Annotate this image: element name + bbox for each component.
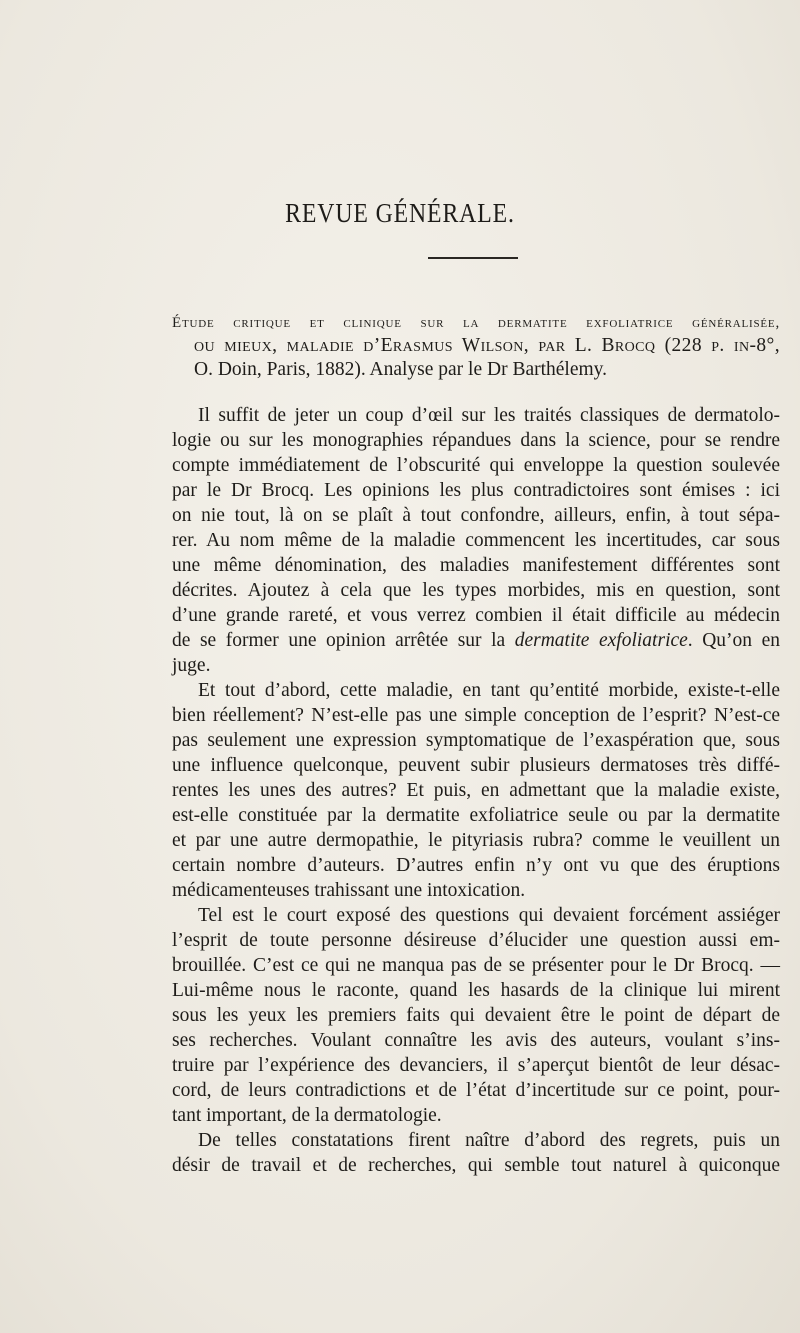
body-line: médicamenteuses trahissant une intoxication. — [172, 880, 526, 901]
body-line: d’une grande rareté, et vous verrez combien il était difficile au médecin — [172, 605, 780, 626]
body-line: bien réellement? N’est-elle pas une simple conception de l’esprit? N’est-ce — [172, 705, 780, 726]
page-title: REVUE GÉNÉRALE. — [285, 198, 515, 228]
body-line: une influence quelconque, peuvent subir plusieurs dermatoses très diffé- — [172, 755, 780, 776]
body-line: est-elle constituée par la dermatite exfoliatrice seule ou par la dermatite — [172, 805, 780, 826]
body-line: par le Dr Brocq. Les opinions les plus contradictoires sont émises : ici — [172, 480, 780, 501]
body-line: rer. Au nom même de la maladie commencent les incertitudes, car sous — [172, 530, 780, 551]
body-line: pas seulement une expression symptomatique de l’exaspération que, sous — [172, 730, 780, 751]
body-line: décrites. Ajoutez à cela que les types morbides, mis en question, sont — [172, 580, 780, 601]
body-line: rentes les unes des autres? Et puis, en admettant que la maladie existe, — [172, 780, 780, 801]
body-line: Et tout d’abord, cette maladie, en tant qu’entité morbide, existe-t-elle — [198, 680, 780, 701]
body-line: de se former une opinion arrêtée sur la dermatite exfoliatrice. Qu’on en — [172, 630, 780, 651]
body-line: De telles constatations firent naître d’abord des regrets, puis un — [198, 1130, 780, 1151]
body-line: compte immédiatement de l’obscurité qui enveloppe la question soulevée — [172, 455, 780, 476]
body-line: tant important, de la dermatologie. — [172, 1105, 442, 1126]
body-line: Tel est le court exposé des questions qui devaient forcément assiéger — [198, 905, 780, 926]
body-line: Il suffit de jeter un coup d’œil sur les traités classiques de dermatolo- — [198, 405, 780, 426]
review-header-line-1: Étude critique et clinique sur la dermatite exfoliatrice généralisée, — [172, 315, 780, 331]
body-line: sous les yeux les premiers faits qui devaient être le point de départ de — [172, 1005, 780, 1026]
body-line: ses recherches. Voulant connaître les avis des auteurs, voulant s’ins- — [172, 1030, 780, 1051]
review-header-line-3: O. Doin, Paris, 1882). Analyse par le Dr Barthélemy. — [194, 359, 608, 380]
body-line: brouillée. C’est ce qui ne manqua pas de se présenter pour le Dr Brocq. — — [172, 955, 780, 976]
italic-term: dermatite exfoliatrice — [514, 630, 688, 651]
body-line: et par une autre dermopathie, le pityriasis rubra? comme le veuillent un — [172, 830, 780, 851]
body-line: juge. — [172, 655, 211, 676]
body-line: truire par l’expérience des devanciers, il s’aperçut bientôt de leur désac- — [172, 1055, 780, 1076]
body-line: cord, de leurs contradictions et de l’état d’incertitude sur ce point, pour- — [172, 1080, 780, 1101]
body-line: désir de travail et de recherches, qui semble tout naturel à quiconque — [172, 1155, 780, 1176]
body-line: logie ou sur les monographies répandues dans la science, pour se rendre — [172, 430, 780, 451]
title-rule — [428, 257, 518, 259]
body-line: Lui-même nous le raconte, quand les hasards de la clinique lui mirent — [172, 980, 780, 1001]
body-line: une même dénomination, des maladies manifestement différentes sont — [172, 555, 780, 576]
body-line: on nie tout, là on se plaît à tout confondre, ailleurs, enfin, à tout sépa- — [172, 505, 780, 526]
body-line: l’esprit de toute personne désireuse d’élucider une question aussi em- — [172, 930, 780, 951]
body-line: certain nombre d’auteurs. D’autres enfin n’y ont vu que des éruptions — [172, 855, 780, 876]
review-header-line-2: ou mieux, maladie d’Erasmus Wilson, par L. Brocq (228 p. in-8°, — [194, 335, 780, 356]
